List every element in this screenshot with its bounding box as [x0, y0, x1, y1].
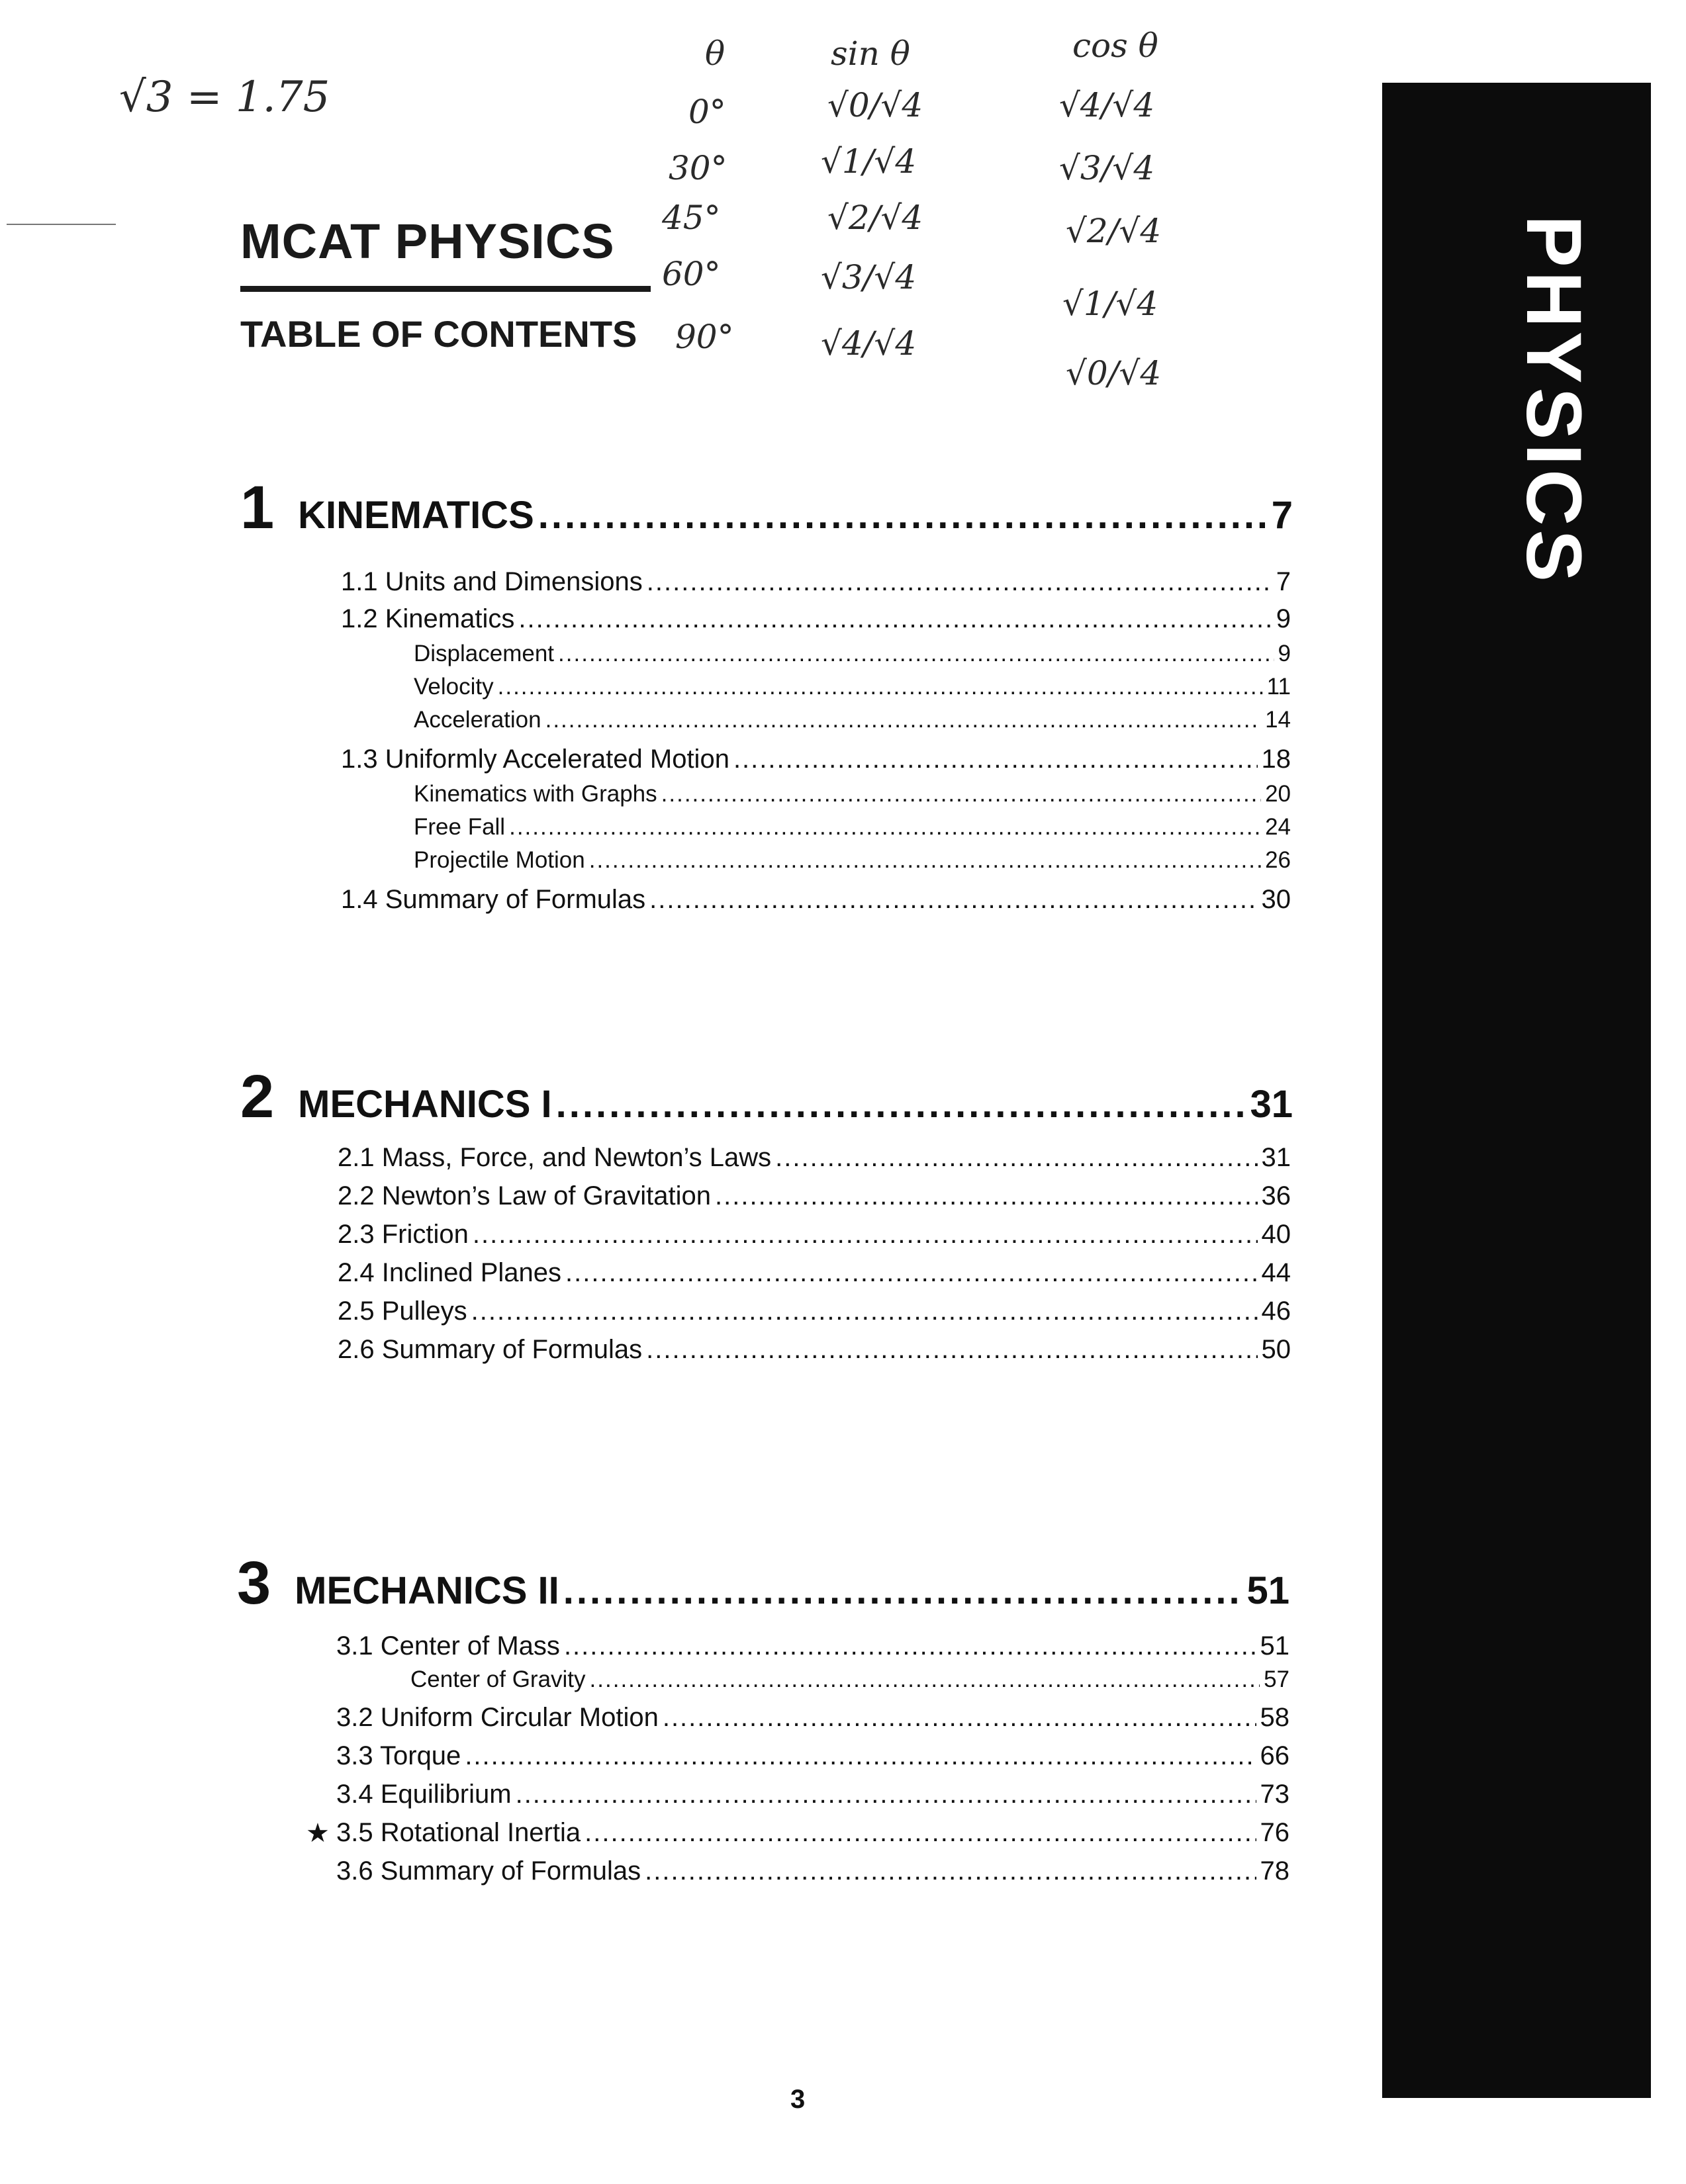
- entry-page: 58: [1260, 1703, 1289, 1732]
- toc-entry[interactable]: [336, 1818, 1289, 1848]
- page-number: 3: [790, 2085, 806, 2114]
- toc-entry[interactable]: [341, 567, 1291, 597]
- entry-label: 3.6 Summary of Formulas: [336, 1856, 641, 1886]
- entry-page: 78: [1260, 1856, 1289, 1886]
- dot-leader: [585, 1818, 1256, 1848]
- entry-page: 44: [1261, 1258, 1291, 1287]
- entry-page: 14: [1265, 707, 1291, 733]
- entry-page: 7: [1276, 567, 1291, 596]
- entry-label: 1.1 Units and Dimensions: [341, 567, 643, 596]
- dot-leader: [649, 885, 1257, 915]
- entry-label: 2.5 Pulleys: [338, 1297, 467, 1326]
- toc-heading: TABLE OF CONTENTS: [240, 313, 637, 355]
- dot-leader: [516, 1780, 1256, 1809]
- dot-leader: [498, 674, 1263, 700]
- toc-entry[interactable]: [338, 1181, 1291, 1211]
- toc-entry[interactable]: [336, 1703, 1289, 1733]
- trig-row-angle: 0°: [688, 93, 726, 131]
- dot-leader: [565, 1258, 1257, 1288]
- trig-row-sin: √2/√4: [827, 199, 923, 237]
- toc-entry[interactable]: [338, 1297, 1291, 1326]
- entry-page: 20: [1265, 781, 1291, 807]
- trig-header-cos: cos θ: [1072, 26, 1158, 65]
- entry-label: 1.3 Uniformly Accelerated Motion: [341, 745, 729, 774]
- section-tab-label: PHYSICS: [1510, 215, 1597, 586]
- entry-page: 11: [1266, 674, 1291, 700]
- dot-leader: [661, 781, 1261, 807]
- entry-page: 36: [1261, 1181, 1291, 1210]
- toc-subentry[interactable]: [410, 1666, 1289, 1693]
- toc-entry[interactable]: [336, 1780, 1289, 1809]
- entry-page: 9: [1278, 641, 1291, 666]
- entry-label: 3.2 Uniform Circular Motion: [336, 1703, 659, 1732]
- dot-leader: [465, 1741, 1256, 1771]
- dot-leader: [558, 641, 1274, 667]
- trig-header-sin: sin θ: [831, 34, 910, 73]
- entry-label: Kinematics with Graphs: [414, 781, 657, 807]
- dot-leader: [775, 1143, 1257, 1173]
- entry-label: Projectile Motion: [414, 847, 585, 873]
- trig-row-cos: √4/√4: [1059, 86, 1155, 124]
- dot-leader: [646, 1335, 1257, 1365]
- entry-label: 3.5 Rotational Inertia: [336, 1818, 581, 1847]
- dot-leader: [590, 1666, 1260, 1693]
- trig-row-sin: √3/√4: [821, 258, 917, 296]
- dot-leader: [647, 567, 1272, 597]
- entry-page: 46: [1261, 1297, 1291, 1326]
- trig-row-angle: 45°: [662, 199, 721, 237]
- dot-leader: [589, 847, 1261, 874]
- entry-page: 57: [1264, 1666, 1289, 1692]
- toc-entry[interactable]: [338, 1143, 1291, 1173]
- toc-entry[interactable]: [336, 1856, 1289, 1886]
- chapter-page: 31: [1250, 1083, 1293, 1126]
- entry-label: 2.1 Mass, Force, and Newton’s Laws: [338, 1143, 772, 1172]
- entry-page: 9: [1276, 604, 1291, 633]
- entry-label: 2.4 Inclined Planes: [338, 1258, 562, 1287]
- entry-page: 30: [1261, 885, 1291, 914]
- toc-subentry[interactable]: [414, 707, 1291, 733]
- entry-label: 2.6 Summary of Formulas: [338, 1335, 643, 1364]
- trig-row-cos: √2/√4: [1066, 212, 1162, 250]
- toc-entry[interactable]: [341, 745, 1291, 774]
- entry-label: 3.1 Center of Mass: [336, 1631, 560, 1661]
- chapter-heading[interactable]: [237, 1549, 1289, 1618]
- dot-leader: [663, 1703, 1256, 1733]
- stray-rule: [7, 224, 116, 225]
- entry-page: 31: [1261, 1143, 1291, 1172]
- entry-page: 18: [1261, 745, 1291, 774]
- entry-label: 1.2 Kinematics: [341, 604, 515, 633]
- document-title: MCAT PHYSICS: [240, 214, 615, 269]
- toc-entry[interactable]: [336, 1741, 1289, 1771]
- entry-page: 26: [1265, 847, 1291, 873]
- dot-leader: [564, 1631, 1256, 1661]
- chapter-heading[interactable]: [240, 473, 1293, 543]
- entry-label: 1.4 Summary of Formulas: [341, 885, 646, 914]
- entry-label: Acceleration: [414, 707, 541, 733]
- chapter-title: MECHANICS I: [298, 1083, 552, 1126]
- title-rule: [240, 286, 651, 292]
- dot-leader: [538, 493, 1268, 537]
- toc-entry[interactable]: [338, 1220, 1291, 1250]
- toc-subentry[interactable]: [414, 674, 1291, 700]
- toc-entry[interactable]: [341, 604, 1291, 634]
- toc-subentry[interactable]: [414, 641, 1291, 667]
- toc-entry[interactable]: [338, 1335, 1291, 1365]
- chapter-page: 7: [1271, 494, 1293, 537]
- trig-row-angle: 30°: [669, 149, 727, 187]
- entry-label: 3.4 Equilibrium: [336, 1780, 512, 1809]
- entry-label: Velocity: [414, 674, 494, 700]
- entry-page: 76: [1260, 1818, 1289, 1847]
- chapter-title: KINEMATICS: [298, 494, 534, 537]
- toc-subentry[interactable]: [414, 847, 1291, 874]
- trig-row-sin: √1/√4: [821, 142, 917, 181]
- chapter-heading[interactable]: [240, 1062, 1293, 1132]
- dot-leader: [545, 707, 1261, 733]
- star-mark: ★: [306, 1819, 330, 1848]
- chapter-number: 1: [240, 474, 275, 541]
- entry-label: Displacement: [414, 641, 555, 666]
- trig-header-theta: θ: [705, 34, 726, 73]
- entry-page: 50: [1261, 1335, 1291, 1364]
- entry-label: Free Fall: [414, 814, 506, 840]
- chapter-title: MECHANICS II: [295, 1569, 559, 1612]
- entry-page: 73: [1260, 1780, 1289, 1809]
- entry-page: 40: [1261, 1220, 1291, 1249]
- dot-leader: [715, 1181, 1257, 1211]
- dot-leader: [645, 1856, 1256, 1886]
- handwritten-sqrt3-note: √3 = 1.75: [119, 73, 330, 122]
- toc-subentry[interactable]: [414, 781, 1291, 807]
- entry-page: 66: [1260, 1741, 1289, 1770]
- entry-page: 24: [1265, 814, 1291, 840]
- dot-leader: [733, 745, 1258, 774]
- dot-leader: [518, 604, 1272, 634]
- dot-leader: [556, 1082, 1246, 1126]
- entry-label: 2.2 Newton’s Law of Gravitation: [338, 1181, 712, 1210]
- dot-leader: [473, 1220, 1258, 1250]
- chapter-page: 51: [1246, 1569, 1289, 1612]
- chapter-number: 2: [240, 1063, 275, 1130]
- trig-row-sin: √0/√4: [827, 86, 923, 124]
- trig-row-cos: √1/√4: [1062, 285, 1158, 323]
- trig-row-angle: 60°: [662, 255, 721, 293]
- entry-label: 2.3 Friction: [338, 1220, 469, 1249]
- dot-leader: [509, 814, 1261, 841]
- trig-row-sin: √4/√4: [821, 324, 917, 363]
- dot-leader: [563, 1569, 1243, 1613]
- entry-label: 3.3 Torque: [336, 1741, 461, 1770]
- entry-page: 51: [1260, 1631, 1289, 1661]
- toc-subentry[interactable]: [414, 814, 1291, 841]
- trig-row-cos: √3/√4: [1059, 149, 1155, 187]
- toc-entry[interactable]: [336, 1631, 1289, 1661]
- chapter-number: 3: [237, 1549, 271, 1617]
- dot-leader: [471, 1297, 1258, 1326]
- trig-row-cos: √0/√4: [1066, 354, 1162, 392]
- toc-entry[interactable]: [341, 885, 1291, 915]
- trig-row-angle: 90°: [675, 318, 734, 356]
- entry-label: Center of Gravity: [410, 1666, 586, 1692]
- toc-entry[interactable]: [338, 1258, 1291, 1288]
